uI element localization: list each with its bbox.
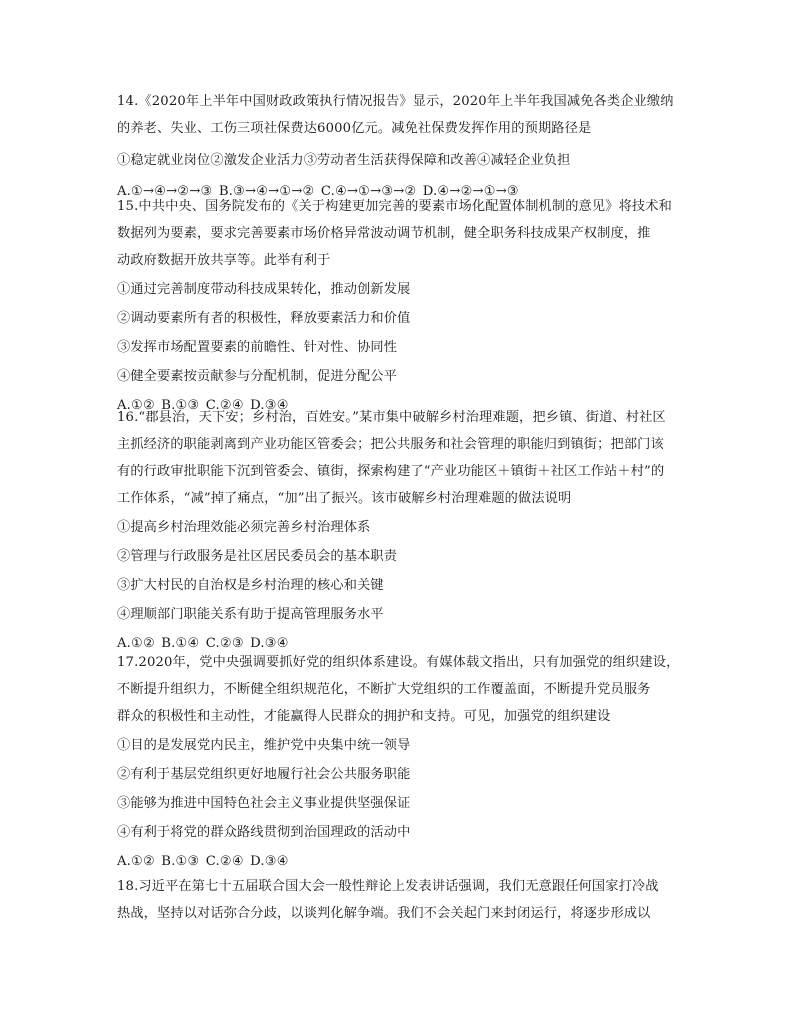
choice-statement: ④有利于将党的群众路线贯彻到治国理政的活动中 [117,825,411,840]
question-stem-line: 数据列为要素，要求完善要素市场价格异常波动调节机制，健全职务科技成果产权制度，推 [117,226,651,241]
answer-options: A.①→④→②→③ B.③→④→①→② C.④→①→③→② D.④→②→①→③ [117,184,519,199]
answer-options: A.①② B.①③ C.②④ D.③④ [117,854,289,869]
question-stem-line: 18.习近平在第七十五届联合国大会一般性辩论上发表讲话强调，我们无意跟任何国家打冷战 [117,879,659,894]
question-16 [117,410,687,652]
question-stem-line: 15.中共中央、国务院发布的《关于构建更加完善的要素市场化配置体制机制的意见》将技术和 [117,199,672,214]
question-14 [117,94,687,200]
choice-statement: ②调动要素所有者的积极性，释放要素活力和价值 [117,311,411,326]
question-stem-line: 不断提升组织力，不断健全组织规范化，不断扩大党组织的工作覆盖面，不断提升党员服务 [117,682,651,697]
question-17 [117,655,687,870]
answer-options: A.①② B.①③ C.②④ D.③④ [117,398,289,413]
choice-statement: ①通过完善制度带动科技成果转化，推动创新发展 [117,282,411,297]
question-stem-line: 14.《2020年上半年中国财政政策执行情况报告》显示，2020年上半年我国减免各类企业缴纳 [117,94,674,109]
choice-statement: ①提高乡村治理效能必须完善乡村治理体系 [117,520,371,535]
question-stem-line: 17.2020年，党中央强调要抓好党的组织体系建设。有媒体载文指出，只有加强党的组织建设， [117,655,680,670]
choice-statement: ④理顺部门职能关系有助于提高管理服务水平 [117,607,384,622]
question-15 [117,199,687,414]
question-stem-line: 热战，坚持以对话弥合分歧，以谈判化解争端。我们不会关起门来封闭运行，将逐步形成以 [117,906,651,921]
question-stem-line: 工作体系，“减”掉了痛点，“加”出了振兴。该市破解乡村治理难题的做法说明 [117,491,572,506]
choice-statement: ②有利于基层党组织更好地履行社会公共服务职能 [117,767,411,782]
question-stem-line: 主抓经济的职能剥离到产业功能区管委会；把公共服务和社会管理的职能归到镇街；把部门该 [117,437,664,452]
choice-statements: ①稳定就业岗位②激发企业活力③劳动者生活获得保障和改善④减轻企业负担 [117,153,571,168]
question-stem-line: 动政府数据开放共享等。此举有利于 [117,253,331,268]
choice-statement: ③发挥市场配置要素的前瞻性、针对性、协同性 [117,340,398,355]
question-stem-line: 有的行政审批职能下沉到管委会、镇街，探索构建了“产业功能区＋镇街＋社区工作站＋村”的 [117,464,665,479]
question-stem-line: 群众的积极性和主动性，才能赢得人民群众的拥护和支持。可见，加强党的组织建设 [117,709,611,724]
question-stem-line: 16.“郡县治，天下安；乡村治，百姓安。”某市集中破解乡村治理难题，把乡镇、街道、村社区 [117,410,666,425]
choice-statement: ③能够为推进中国特色社会主义事业提供坚强保证 [117,796,411,811]
answer-options: A.①② B.①④ C.②③ D.③④ [117,636,289,651]
choice-statement: ④健全要素按贡献参与分配机制，促进分配公平 [117,369,398,384]
choice-statement: ②管理与行政服务是社区居民委员会的基本职责 [117,549,398,564]
question-stem-line: 的养老、失业、工伤三项社保费达6000亿元。减免社保费发挥作用的预期路径是 [117,121,592,136]
choice-statement: ③扩大村民的自治权是乡村治理的核心和关键 [117,578,384,593]
choice-statement: ①目的是发展党内民主，维护党中央集中统一领导 [117,738,411,753]
question-18 [117,879,687,922]
